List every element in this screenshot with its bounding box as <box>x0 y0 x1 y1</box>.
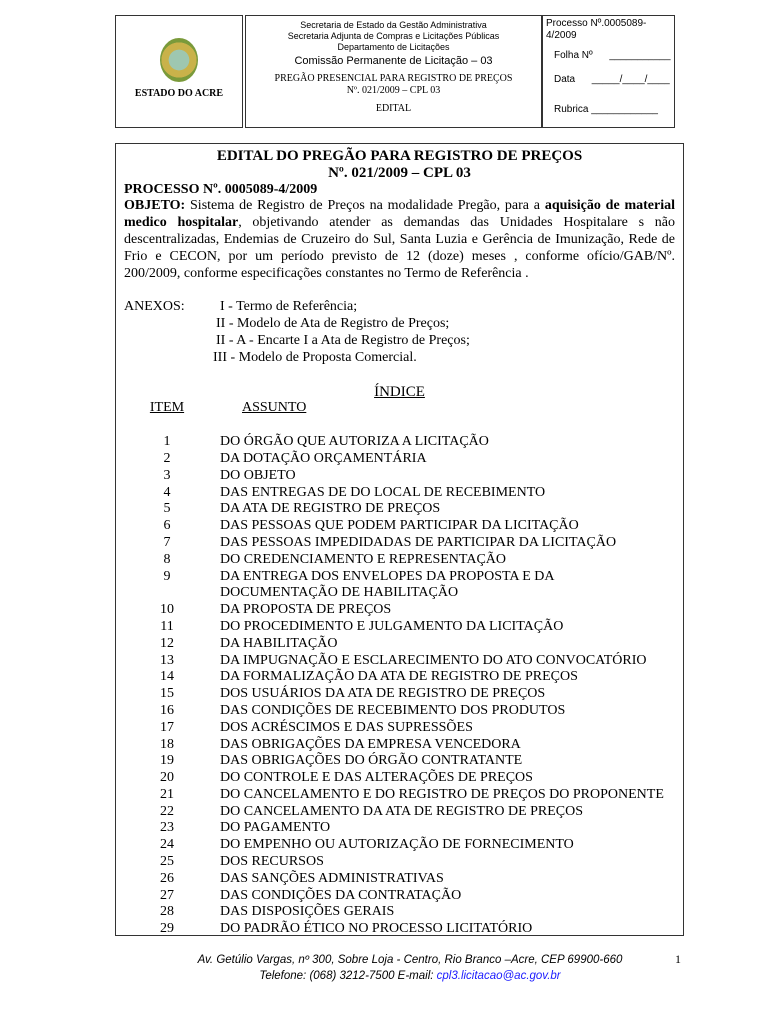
header-logo-box <box>115 15 243 128</box>
anexos-label: ANEXOS: <box>124 299 185 315</box>
item-number: 20 <box>160 770 174 786</box>
item-subject: DO PAGAMENTO <box>220 820 331 836</box>
indice-header <box>124 400 675 417</box>
item-number: 6 <box>163 518 171 534</box>
indice-row <box>124 501 675 518</box>
item-number: 4 <box>163 484 171 500</box>
header-line: Departamento de Licitações <box>337 42 450 52</box>
objeto-paragraph <box>124 198 675 282</box>
anexos <box>124 299 675 366</box>
item-subject: DO PADRÃO ÉTICO NO PROCESSO LICITATÓRIO <box>220 921 533 937</box>
anexo-item: II - A - Encarte I a Ata de Registro de Preços; <box>216 332 470 348</box>
indice-row <box>124 904 675 921</box>
item-number: 14 <box>160 669 174 685</box>
item-number: 9 <box>163 568 171 584</box>
indice-row <box>124 569 675 603</box>
indice-row <box>124 669 675 686</box>
item-number: 15 <box>160 686 174 702</box>
item-number: 17 <box>160 719 174 735</box>
pregao-title: PREGÃO PRESENCIAL PARA REGISTRO DE PREÇOS <box>274 73 513 84</box>
page-number: 1 <box>675 952 681 966</box>
item-subject: DA PROPOSTA DE PREÇOS <box>220 602 392 618</box>
item-number: 3 <box>163 467 171 483</box>
item-number: 27 <box>160 887 174 903</box>
item-number: 7 <box>163 534 171 550</box>
doc-subtitle: Nº. 021/2009 – CPL 03 <box>328 164 471 181</box>
header-title-box <box>245 15 542 128</box>
item-number: 2 <box>163 450 171 466</box>
item-number: 19 <box>160 753 174 769</box>
indice-row <box>124 686 675 703</box>
processo-line: PROCESSO Nº. 0005089-4/2009 <box>124 181 318 197</box>
indice-row <box>124 468 675 485</box>
indice-row <box>124 888 675 905</box>
item-subject: DO CONTROLE E DAS ALTERAÇÕES DE PREÇOS <box>220 770 533 786</box>
indice-row <box>124 485 675 502</box>
indice-row <box>124 619 675 636</box>
col-item: ITEM <box>149 400 185 416</box>
item-number: 1 <box>163 434 171 450</box>
item-subject: DO CANCELAMENTO DA ATA DE REGISTRO DE PREÇOS <box>220 803 584 819</box>
item-number: 29 <box>160 921 174 937</box>
item-number: 28 <box>160 904 174 920</box>
edital-label: EDITAL <box>375 103 412 114</box>
item-subject: DOS RECURSOS <box>220 854 324 870</box>
item-subject: DAS SANÇÕES ADMINISTRATIVAS <box>220 870 444 886</box>
indice-row <box>124 770 675 787</box>
item-number: 16 <box>160 702 174 718</box>
indice-row <box>124 535 675 552</box>
objeto-label: OBJETO: <box>124 198 186 214</box>
indice-row <box>124 854 675 871</box>
item-number: 12 <box>160 635 174 651</box>
acre-coat-of-arms <box>160 38 198 82</box>
item-number: 25 <box>160 854 174 870</box>
item-subject: DO EMPENHO OU AUTORIZAÇÃO DE FORNECIMENTO <box>220 837 574 853</box>
item-subject: DOS ACRÉSCIMOS E DAS SUPRESSÕES <box>220 719 473 735</box>
indice-row <box>124 753 675 770</box>
indice-row <box>124 787 675 804</box>
item-number: 11 <box>160 618 174 634</box>
item-subject: DO CANCELAMENTO E DO REGISTRO DE PREÇOS DO PROPONENTE <box>220 786 664 802</box>
objeto-text: , objetivando atender as demandas das Unidades Hospitalare s não descentralizadas, Endemias de Cruzeiro do Sul, Santa Luzia e Gerência de Imunização, Rede de Frio e CECON, por um período previsto de 12 (doze) meses , conforme ofício/GAB/Nº. 200/2009, conforme especificações constantes no Termo de Referência . <box>124 215 675 281</box>
state-name: ESTADO DO ACRE <box>134 88 224 99</box>
indice-row <box>124 871 675 888</box>
item-subject: DA ATA DE REGISTRO DE PREÇOS <box>220 501 441 517</box>
item-subject: DAS OBRIGAÇÕES DO ÓRGÃO CONTRATANTE <box>220 753 523 769</box>
item-subject: DO PROCEDIMENTO E JULGAMENTO DA LICITAÇÃO <box>220 618 564 634</box>
indice-row <box>124 602 675 619</box>
item-subject: DAS OBRIGAÇÕES DA EMPRESA VENCEDORA <box>220 736 521 752</box>
folha-field: ___________ <box>609 50 671 61</box>
indice-row <box>124 804 675 821</box>
process-number: Processo Nº.0005089-4/2009 <box>546 18 647 41</box>
rubrica-label: Rubrica <box>554 104 589 115</box>
item-number: 23 <box>160 820 174 836</box>
item-subject: DA HABILITAÇÃO <box>220 635 338 651</box>
item-subject: DAS CONDIÇÕES DE RECEBIMENTO DOS PRODUTOS <box>220 702 566 718</box>
item-subject: DAS PESSOAS IMPEDIDADAS DE PARTICIPAR DA LICITAÇÃO <box>220 534 617 550</box>
header-line: Secretaria Adjunta de Compras e Licitações Públicas <box>287 31 500 41</box>
rubrica-field: ____________ <box>591 104 658 115</box>
objeto-bold: aquisição de material medico hospitalar <box>124 198 676 231</box>
item-number: 13 <box>160 652 174 668</box>
item-number: 8 <box>163 551 171 567</box>
item-subject: DA DOTAÇÃO ORÇAMENTÁRIA <box>220 450 427 466</box>
indice-row <box>124 703 675 720</box>
pregao-number: Nº. 021/2009 – CPL 03 <box>346 85 441 96</box>
item-number: 24 <box>160 837 174 853</box>
footer-email-link[interactable]: cpl3.licitacao@ac.gov.br <box>436 970 561 982</box>
col-assunto: ASSUNTO <box>242 400 307 416</box>
item-number: 22 <box>160 803 174 819</box>
item-subject: DAS PESSOAS QUE PODEM PARTICIPAR DA LICITAÇÃO <box>220 518 579 534</box>
folha-label: Folha Nº <box>554 50 593 61</box>
header-process-box <box>542 15 675 128</box>
indice-row <box>124 552 675 569</box>
header-line: Secretaria de Estado da Gestão Administrativa <box>300 20 487 30</box>
indice-row <box>124 720 675 737</box>
anexo-item: II - Modelo de Ata de Registro de Preços; <box>216 316 450 332</box>
indice-row <box>124 921 675 938</box>
anexo-item: III - Modelo de Proposta Comercial. <box>213 349 417 365</box>
item-subject: DO ÓRGÃO QUE AUTORIZA A LICITAÇÃO <box>220 434 489 450</box>
anexo-item: I - Termo de Referência; <box>220 299 358 315</box>
indice-row <box>124 636 675 653</box>
data-field: _____/____/____ <box>591 74 670 85</box>
commission: Comissão Permanente de Licitação – 03 <box>294 55 493 67</box>
indice-row <box>124 653 675 670</box>
footer <box>180 952 640 984</box>
data-label: Data <box>554 74 576 85</box>
indice-title: ÍNDICE <box>374 383 425 400</box>
doc-title: EDITAL DO PREGÃO PARA REGISTRO DE PREÇOS <box>216 148 583 164</box>
objeto-text: Sistema de Registro de Preços na modalidade Pregão, para a <box>185 198 545 214</box>
item-number: 5 <box>163 501 171 517</box>
item-subject: DAS CONDIÇÕES DA CONTRATAÇÃO <box>220 887 462 903</box>
item-subject: DA ENTREGA DOS ENVELOPES DA PROPOSTA E DA DOCUMENTAÇÃO DE HABILITAÇÃO <box>220 568 554 601</box>
footer-phone: Telefone: (068) 3212-7500 E-mail: <box>259 970 437 982</box>
item-number: 10 <box>160 602 174 618</box>
item-subject: DAS DISPOSIÇÕES GERAIS <box>220 904 395 920</box>
item-subject: DA FORMALIZAÇÃO DA ATA DE REGISTRO DE PREÇOS <box>220 669 578 685</box>
indice-row <box>124 434 675 451</box>
item-subject: DAS ENTREGAS DE DO LOCAL DE RECEBIMENTO <box>220 484 546 500</box>
item-subject: DOS USUÁRIOS DA ATA DE REGISTRO DE PREÇOS <box>220 686 546 702</box>
indice-row <box>124 451 675 468</box>
indice-row <box>124 820 675 837</box>
item-number: 26 <box>160 870 174 886</box>
indice-list <box>124 434 675 938</box>
item-number: 21 <box>160 786 174 802</box>
item-subject: DO CREDENCIAMENTO E REPRESENTAÇÃO <box>220 551 507 567</box>
item-subject: DA IMPUGNAÇÃO E ESCLARECIMENTO DO ATO CONVOCATÓRIO <box>220 652 647 668</box>
indice-row <box>124 837 675 854</box>
indice-row <box>124 737 675 754</box>
item-number: 18 <box>160 736 174 752</box>
footer-address: Av. Getúlio Vargas, nº 300, Sobre Loja - Centro, Rio Branco –Acre, CEP 69900-660 <box>197 954 623 966</box>
item-subject: DO OBJETO <box>220 467 296 483</box>
edital-body <box>115 143 684 936</box>
indice-row <box>124 518 675 535</box>
